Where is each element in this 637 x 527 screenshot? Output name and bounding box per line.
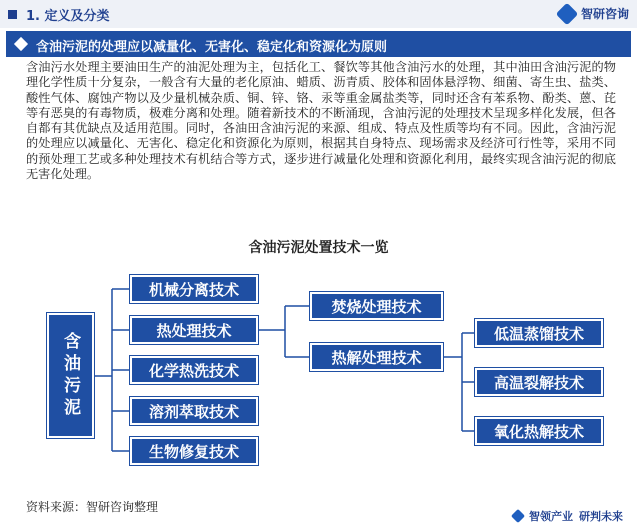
- node-solvent-extraction: 溶剂萃取技术: [130, 397, 258, 425]
- node-high-temp-cracking: 高温裂解技术: [475, 368, 603, 396]
- root-connector: [94, 289, 130, 451]
- pyrolysis-connector: [443, 333, 475, 431]
- node-bioremediation: 生物修复技术: [130, 437, 258, 465]
- node-oxidative-pyrolysis: 氧化热解技术: [475, 417, 603, 445]
- node-mechanical-separation: 机械分离技术: [130, 275, 258, 303]
- footer-logo: [513, 508, 623, 524]
- footer-diamond-icon: [511, 509, 525, 523]
- footer-tagline-2: 研判未来: [579, 510, 623, 523]
- node-chemical-hot-wash: 化学热洗技术: [130, 356, 258, 384]
- node-thermal-treatment: 热处理技术: [130, 316, 258, 344]
- root-node: 含油污泥: [47, 313, 94, 438]
- section-heading: 1. 定义及分类: [26, 9, 110, 24]
- brand-name: 智研咨询: [580, 7, 629, 21]
- node-pyrolysis: 热解处理技术: [310, 343, 443, 371]
- diagram-title: 含油污泥处置技术一览: [248, 240, 389, 256]
- source-note: 资料来源：智研咨询整理: [26, 500, 159, 514]
- node-incineration: 焚烧处理技术: [310, 292, 443, 320]
- thermal-connector: [258, 306, 310, 357]
- banner-title: 含油污泥的处理应以减量化、无害化、稳定化和资源化为原则: [36, 40, 388, 55]
- footer-tagline-1: 智领产业: [529, 510, 573, 523]
- node-low-temp-distillation: 低温蒸馏技术: [475, 319, 603, 347]
- intro-paragraph: 含油污水处理主要油田生产的油泥处理为主，包括化工、餐饮等其他含油污水的处理，其中油田含油污泥的物理化学性质十分复杂，一般含有大量的老化原油、蜡质、沥青质、胶体和固体悬浮物、细菌、寄生虫、盐类、酸性气体、腐蚀产物以及少量机械杂质、铜、锌、铬、汞等重金属盐类等，同时还含有苯系物、酚类、蒽、芘等有恶臭的有毒物质，极难分离和处理。随着新技术的不断涌现，含油污泥的处理技术呈现多样化发展，但各自都有其优缺点及适用范围。同时，各油田含油污泥的来源、组成、特点及性质等均有不同。因此，含油污泥的处理应以减量化、无害化、稳定化和资源化为原则，根据其自身特点、现场需求及经济可行性等，采用不同的预处理工艺或多种处理技术有机结合等方式，逐步进行减量化处理和资源化利用，最终实现含油污泥的彻底无害化处理。: [26, 60, 616, 182]
